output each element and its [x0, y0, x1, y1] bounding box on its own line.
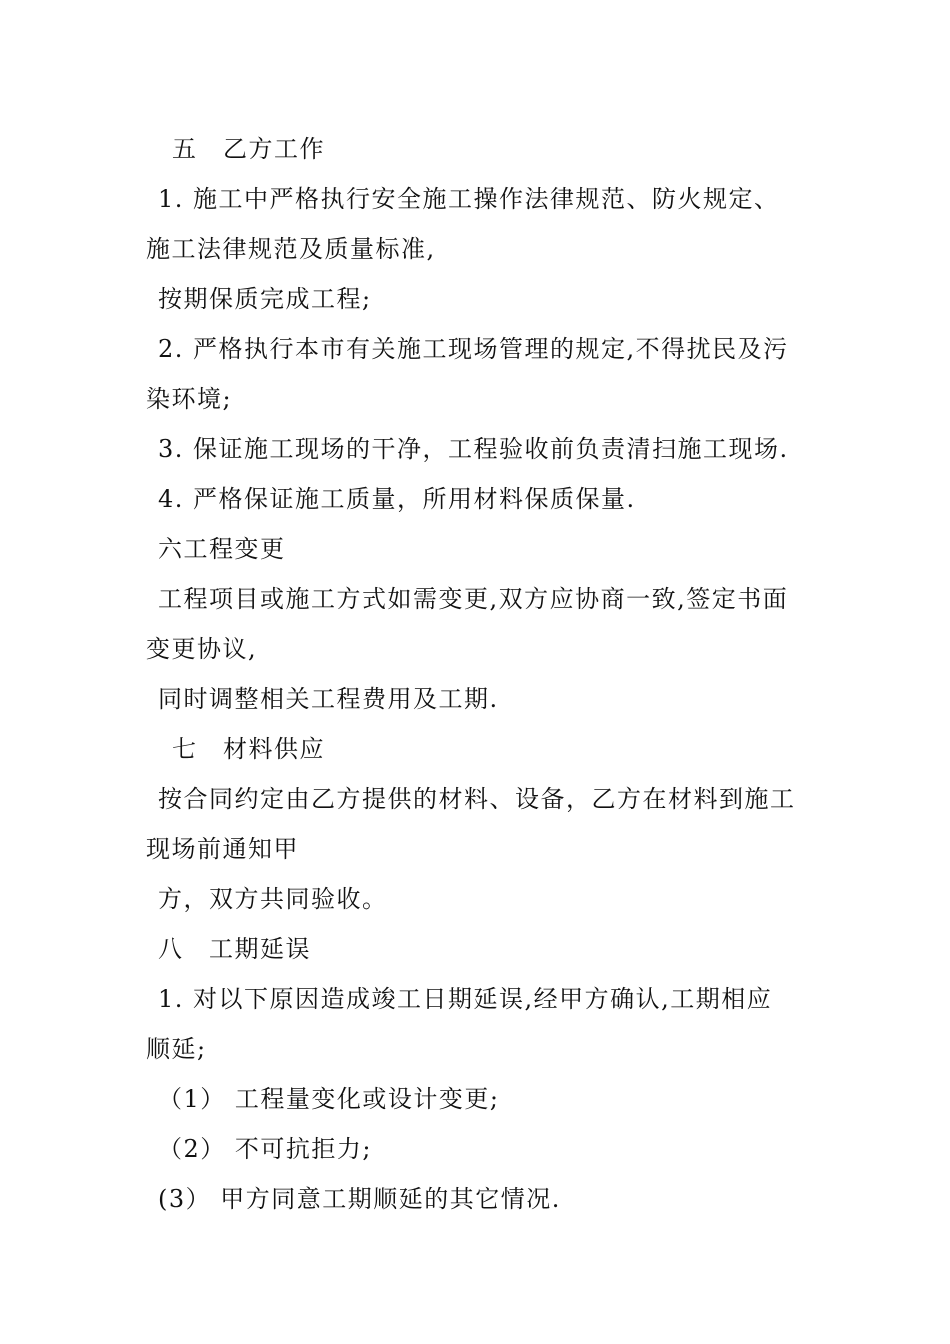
list-item: (3） 甲方同意工期顺延的其它情况. — [158, 1185, 561, 1213]
paragraph-line: 按期保质完成工程; — [158, 285, 372, 313]
section-heading-8: 八 工期延误 — [158, 935, 311, 963]
list-item: （1） 工程量变化或设计变更; — [158, 1085, 500, 1113]
list-item: （2） 不可抗拒力; — [158, 1135, 372, 1163]
paragraph-line: 按合同约定由乙方提供的材料、设备，乙方在材料到施工 — [158, 785, 796, 813]
paragraph-line: 施工法律规范及质量标准, — [146, 235, 436, 263]
paragraph-line: 1. 对以下原因造成竣工日期延误,经甲方确认,工期相应 — [158, 985, 773, 1013]
section-heading-7: 七 材料供应 — [172, 735, 325, 763]
paragraph-line: 方，双方共同验收。 — [158, 885, 388, 913]
paragraph-line: 染环境; — [146, 385, 233, 413]
section-heading-5: 五 乙方工作 — [172, 135, 325, 163]
paragraph-line: 1. 施工中严格执行安全施工操作法律规范、防火规定、 — [158, 185, 780, 213]
paragraph-line: 3. 保证施工现场的干净，工程验收前负责清扫施工现场. — [158, 435, 789, 463]
paragraph-line: 4. 严格保证施工质量，所用材料保质保量. — [158, 485, 636, 513]
paragraph-line: 现场前通知甲 — [146, 835, 299, 863]
paragraph-line: 工程项目或施工方式如需变更,双方应协商一致,签定书面 — [158, 585, 789, 613]
paragraph-line: 变更协议, — [146, 635, 258, 663]
paragraph-line: 2. 严格执行本市有关施工现场管理的规定,不得扰民及污 — [158, 335, 789, 363]
paragraph-line: 顺延; — [146, 1035, 207, 1063]
section-heading-6: 六工程变更 — [158, 535, 286, 563]
paragraph-line: 同时调整相关工程费用及工期. — [158, 685, 499, 713]
